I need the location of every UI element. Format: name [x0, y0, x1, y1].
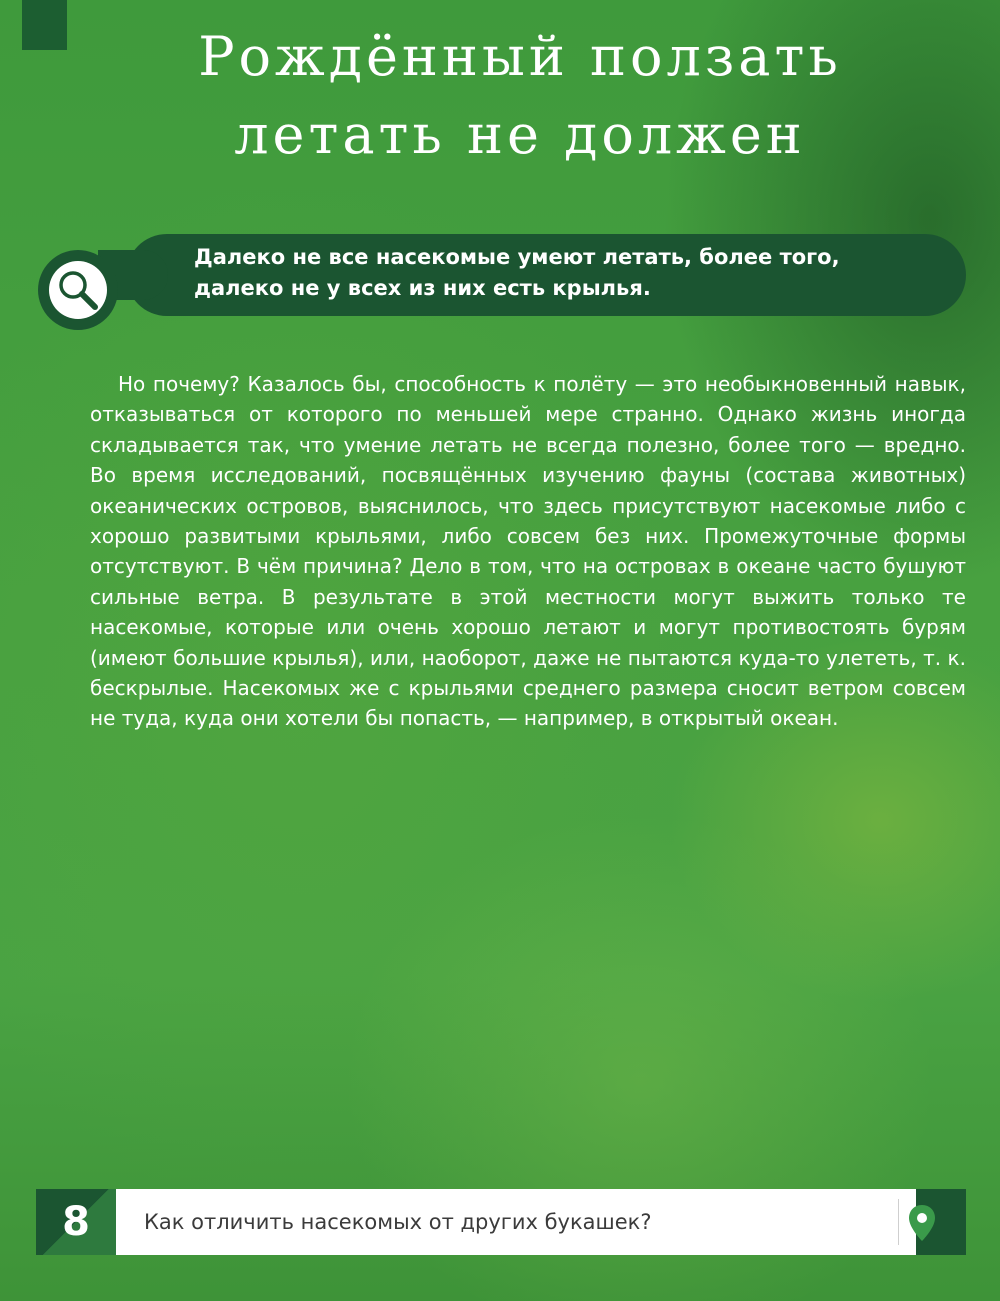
chapter-title: Как отличить насекомых от других букашек?	[144, 1210, 652, 1234]
callout-text: Далеко не все насекомые умеют летать, более того, далеко не у всех из них есть крылья.	[194, 245, 840, 300]
location-pin-icon	[906, 1203, 938, 1243]
callout-box	[36, 232, 966, 332]
page-title-line-2: летать не должен	[234, 103, 806, 166]
magnifier-icon	[55, 267, 101, 313]
body-paragraph: Но почему? Казалось бы, способность к полёту — это необыкновенный навык, отказываться от которого по меньшей мере странно. Однако жизнь иногда складывается так, что умение летать не всегда полезно, более того — вредно. Во время исследований, посвящённых изучению фауны (состава животных) океанических островов, выяснилось, что здесь присутствуют насекомые либо с хорошо развитыми крыльями, либо совсем без них. Промежуточные формы отсутствуют. В чём причина? Дело в том, что на островах в океане часто бушуют сильные ветра. В результате в этой местности могут выжить только те насекомые, которые или очень хорошо летают и могут противостоять бурям (имеют большие крылья), или, наоборот, даже не пытаются куда-то улететь, т. к. бескрылые. Насекомых же с крыльями среднего размера сносит ветром совсем не туда, куда они хотели бы попасть, — например, в открытый океан.	[90, 372, 966, 731]
page-title	[150, 18, 890, 174]
page-number: 8	[62, 1199, 90, 1245]
corner-tab	[22, 0, 67, 50]
page-footer	[36, 1189, 966, 1255]
page-title-line-1: Рождённый ползать	[198, 25, 842, 88]
callout-icon-badge	[38, 250, 118, 330]
footer-divider	[898, 1199, 899, 1245]
